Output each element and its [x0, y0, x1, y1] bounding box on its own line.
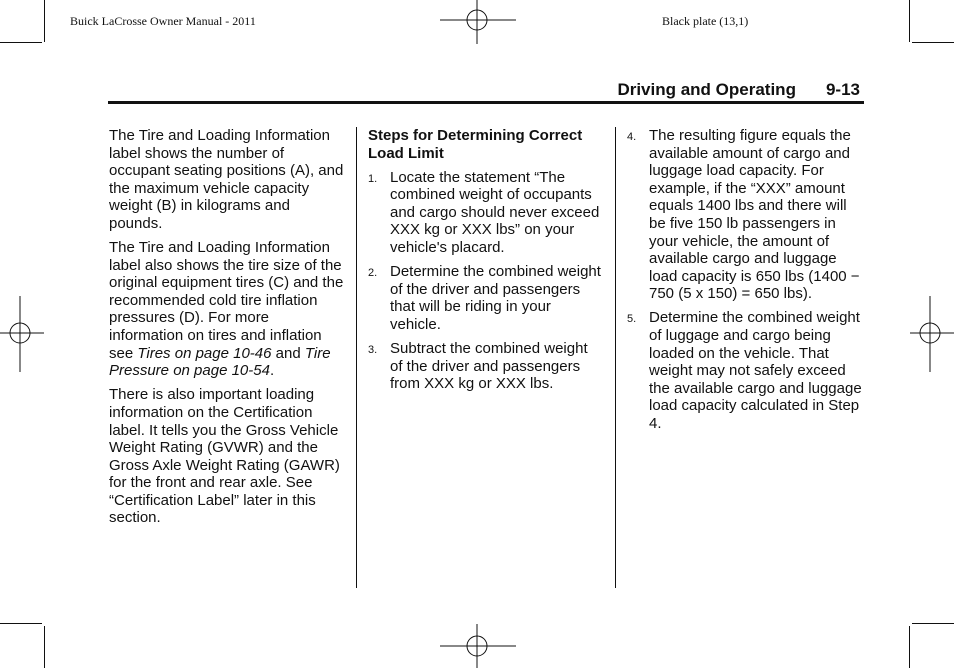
column-divider-1 [356, 127, 357, 588]
list-item [627, 127, 863, 303]
crop-mark-top-left-v [44, 0, 45, 42]
step-text: Determine the combined weight of luggage and cargo being loaded on the vehicle. That weight may not safely exceed the available cargo and luggage load capacity calculated in Step 4. [649, 309, 862, 432]
registration-mark-right [910, 296, 954, 372]
paragraph-text: The Tire and Loading Information label also shows the tire size of the original equipment tires (C) and the recommended cold tire inflation pressures (D). For more information on tires and inflation see [109, 239, 344, 362]
step-number: 5. [627, 313, 637, 326]
step-text: Locate the statement “The combined weight of occupants and cargo should never exceed XXX kg or XXX lbs” on your vehicle's placard. [390, 168, 600, 257]
link-tire-pressure[interactable]: Tire Pressure on page 10-54 [109, 344, 331, 380]
paragraph-text: and [271, 344, 305, 362]
step-text: Subtract the combined weight of the driver and passengers from XXX kg or XXX lbs. [390, 340, 588, 393]
slug-manual-title: Buick LaCrosse Owner Manual - 2011 [70, 14, 256, 28]
paragraph-tire-label: The Tire and Loading Information label shows the number of occupant seating positions (A), and the maximum vehicle capacity weight (B) in kilograms and pounds. [109, 127, 344, 232]
step-number: 3. [368, 344, 378, 357]
steps-list-continued [627, 127, 863, 433]
column-1 [109, 127, 345, 534]
step-text: The resulting figure equals the available amount of cargo and luggage load capacity. For example, if the “XXX” amount equals 1400 lbs and there will be five 150 lb passengers in your vehicle, the amount of available cargo and luggage load capacity is 650 lbs (1400 − 750 (5 x 150) = 650 lbs). [649, 127, 860, 303]
crop-mark-top-right-v [909, 0, 910, 42]
registration-mark-top [440, 0, 516, 44]
steps-heading: Steps for Determining Correct Load Limit [368, 127, 583, 162]
paragraph-certification: There is also important loading information on the Certification label. It tells you the Gross Vehicle Weight Rating (GVWR) and the Gross Axle Weight Rating (GAWR) for the front and rear axle. See “Certification Label” later in this section. [109, 386, 340, 527]
step-number: 1. [368, 172, 378, 185]
crop-mark-top-right-h [912, 42, 954, 43]
list-item [368, 340, 604, 393]
crop-mark-bottom-left-h [0, 623, 42, 624]
crop-mark-bottom-left-v [44, 626, 45, 668]
step-number: 4. [627, 131, 637, 143]
step-text: Determine the combined weight of the driver and passengers that will be riding in your vehicle. [390, 263, 601, 333]
section-title: Driving and Operating [617, 80, 796, 99]
list-item [368, 169, 604, 257]
link-tires[interactable]: Tires on page 10-46 [137, 344, 272, 362]
paragraph-tire-size [109, 239, 345, 380]
crop-mark-top-left-h [0, 42, 42, 43]
column-3 [627, 127, 863, 439]
slug-plate-info: Black plate (13,1) [662, 14, 749, 28]
registration-mark-bottom [440, 624, 516, 668]
column-divider-2 [615, 127, 616, 588]
list-item [627, 309, 863, 432]
step-number: 2. [368, 267, 378, 280]
list-item [368, 263, 604, 333]
column-2 [368, 127, 604, 399]
paragraph-text: . [269, 362, 275, 380]
running-header [600, 80, 860, 100]
crop-mark-bottom-right-v [909, 626, 910, 668]
crop-mark-bottom-right-h [912, 623, 954, 624]
header-rule [108, 101, 864, 104]
registration-mark-left [0, 296, 44, 372]
page-number: 9-13 [825, 80, 860, 99]
steps-list [368, 169, 604, 393]
